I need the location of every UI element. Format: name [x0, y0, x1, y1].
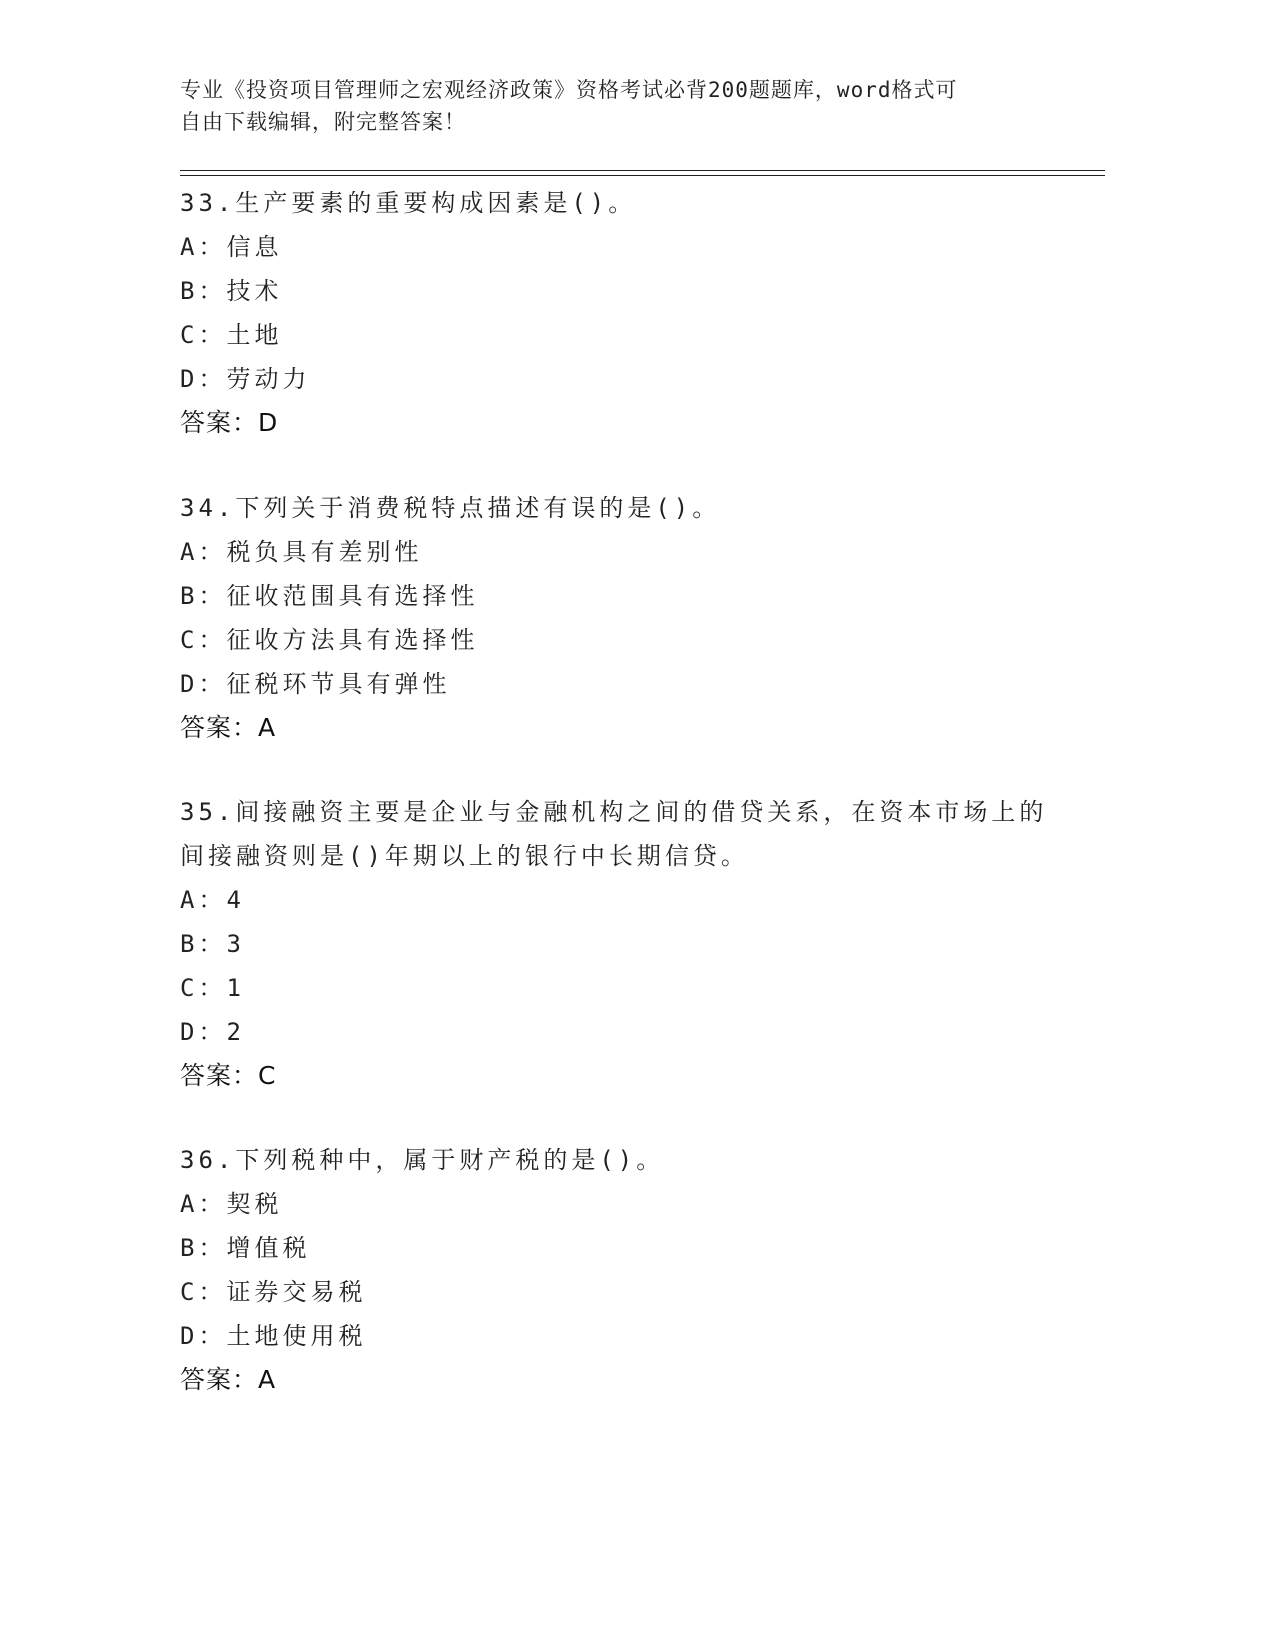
- option-a: A：4: [180, 886, 245, 914]
- answer-line: 答案：A: [180, 1365, 277, 1394]
- question-block: [180, 181, 1080, 445]
- question-block: [180, 1138, 1080, 1402]
- header-line-2: 自由下载编辑，附完整答案！: [180, 110, 466, 134]
- option-c: C：征收方法具有选择性: [180, 626, 479, 654]
- option-b: B：技术: [180, 277, 283, 305]
- answer-line: 答案：D: [180, 408, 279, 437]
- question-stem: 36.下列税种中，属于财产税的是()。: [180, 1146, 665, 1174]
- answer-line: 答案：C: [180, 1061, 277, 1090]
- option-b: B：征收范围具有选择性: [180, 582, 479, 610]
- header-divider-top: [180, 170, 1105, 171]
- question-stem-line-1: 35.间接融资主要是企业与金融机构之间的借贷关系，在资本市场上的: [180, 798, 1048, 826]
- option-a: A：契税: [180, 1190, 283, 1218]
- option-b: B：增值税: [180, 1234, 311, 1262]
- option-d: D：征税环节具有弹性: [180, 670, 451, 698]
- header-line-1: 专业《投资项目管理师之宏观经济政策》资格考试必背200题题库，word格式可: [180, 78, 958, 102]
- option-c: C：土地: [180, 321, 283, 349]
- question-stem: 34.下列关于消费税特点描述有误的是()。: [180, 494, 721, 522]
- header-divider-bottom: [180, 175, 1105, 176]
- answer-line: 答案：A: [180, 713, 277, 742]
- option-c: C：证券交易税: [180, 1278, 367, 1306]
- question-stem: 33.生产要素的重要构成因素是()。: [180, 189, 637, 217]
- document-header: [180, 74, 1060, 138]
- option-a: A：信息: [180, 233, 283, 261]
- option-a: A：税负具有差别性: [180, 538, 423, 566]
- option-d: D：土地使用税: [180, 1322, 367, 1350]
- option-d: D：2: [180, 1018, 245, 1046]
- question-block: [180, 486, 1080, 750]
- option-b: B：3: [180, 930, 245, 958]
- question-block: [180, 790, 1080, 1098]
- option-d: D：劳动力: [180, 365, 311, 393]
- question-stem-line-2: 间接融资则是()年期以上的银行中长期信贷。: [180, 842, 749, 870]
- option-c: C：1: [180, 974, 245, 1002]
